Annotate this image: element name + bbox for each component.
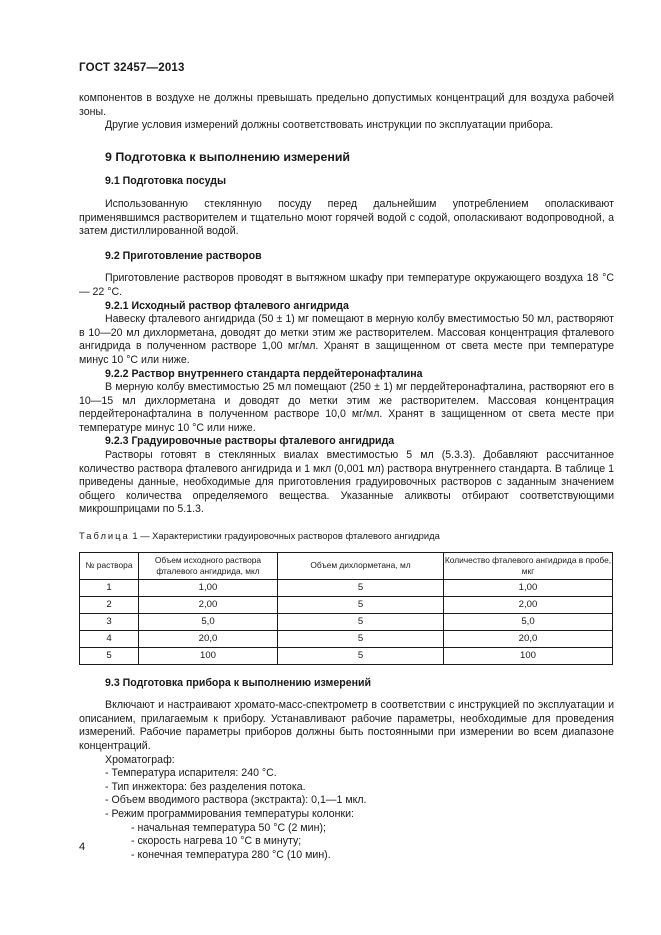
table-cell: 5 [278,579,444,596]
table-cell: 3 [80,613,139,630]
section-9-2-1-text: Навеску фталевого ангидрида (50 ± 1) мг помещают в мерную колбу вместимостью 50 мл, растворяют в 10—20 мл дихлорметана, доводят до метки этим же растворителем. Массовая концентрация фталевого ангидрида в полученном растворе 1,00 мг/мл. Хранят в защищенном от света месте при температуре минус 10 °С или ниже. [79,313,614,366]
table-cell: 4 [80,630,139,647]
table-header-cell: Количество фталевого ангидрида в пробе, мкг [444,552,613,579]
table-caption-text: 1 — Характеристики градуировочных растворов фталевого ангидрида [132,530,440,542]
section-9-2-1-title: 9.2.1 Исходный раствор фталевого ангидрида [105,299,349,312]
section-9-2-3-title: 9.2.3 Градуировочные растворы фталевого ангидрида [105,435,395,448]
section-9-1-text: Использованную стеклянную посуду перед дальнейшим употреблением ополаскивают применявшимся растворителем и тщательно моют горячей водой с содой, ополаскивают водопроводной, а затем дистиллированной водой. [79,197,614,238]
table-row [80,579,613,596]
table-cell: 2,00 [139,596,278,613]
section-9-2-text: Приготовление растворов проводят в вытяжном шкафу при температуре окружающего воздуха 18 °С — 22 °С. [79,272,614,298]
intro-paragraph-2: Другие условия измерений должны соответствовать инструкции по эксплуатации прибора. [105,119,554,132]
table-header-row [80,552,613,579]
section-9-3-text: Включают и настраивают хромато-масс-спектрометр в соответствии с инструкцией по эксплуатации и описанием, прилагаемым к прибору. Устанавливают рабочие параметры, необходимые для проведения измерений. Рабочие параметры приборов должны быть постоянными при измерении во всем диапазоне концентраций. [79,699,614,752]
calibration-table [79,552,613,665]
page-content [79,92,614,862]
table-cell: 2,00 [444,596,613,613]
table-caption-label: Таблица [79,530,130,542]
table-cell: 20,0 [444,630,613,647]
sub-list-item: - скорость нагрева 10 °С в минуту; [131,835,302,848]
list-item: - Температура испарителя: 240 °С. [105,767,277,780]
chromatograph-label: Хроматограф: [105,753,175,766]
page-number: 4 [79,841,86,853]
list-item: - Объем вводимого раствора (экстракта): 0,1—1 мкл. [105,794,367,807]
list-item: - Тип инжектора: без разделения потока. [105,780,306,793]
list-item: - Режим программирования температуры колонки: [105,807,354,820]
table-cell: 5 [278,647,444,664]
section-9-1-title: 9.1 Подготовка посуды [105,175,227,188]
table-row [80,630,613,647]
section-9-2-2-title: 9.2.2 Раствор внутреннего стандарта пердейтеронафталина [105,367,423,380]
table-row [80,647,613,664]
sub-list-item: - начальная температура 50 °С (2 мин); [131,821,326,834]
section-9-2-3-text: Растворы готовят в стеклянных виалах вместимостью 5 мл (5.3.3). Добавляют рассчитанное количество раствора фталевого ангидрида и 1 мкл (0,001 мл) раствора внутреннего стандарта. В таблице 1 приведены данные, необходимые для приготовления градуировочных растворов с заданным значением общего количества определяемого вещества. Указанные аликвоты отбирают соответствующими микрошприцами по 5.1.3. [79,449,614,516]
section-9-3-title: 9.3 Подготовка прибора к выполнению измерений [105,676,372,689]
section-9-2-title: 9.2 Приготовление растворов [105,249,262,262]
table-cell: 20,0 [139,630,278,647]
table-header-cell: № раствора [80,552,139,579]
table-cell: 5 [278,613,444,630]
sub-list-item: - конечная температура 280 °С (10 мин). [131,848,331,861]
standard-code: ГОСТ 32457—2013 [79,62,185,74]
table-row [80,613,613,630]
table-cell: 2 [80,596,139,613]
section-9-2-2-text: В мерную колбу вместимостью 25 мл помещают (250 ± 1) мг пердейтеронафталина, растворяют его в 10—15 мл дихлорметана и доводят до метки этим же растворителем. Массовая концентрация пердейтеронафталина в полученном растворе 10,0 мг/мл. Хранят в защищенном от света месте при температуре минус 10 °С или ниже. [79,381,614,434]
section-9-title: 9 Подготовка к выполнению измерений [105,149,351,164]
intro-paragraph: компонентов в воздухе не должны превышать предельно допустимых концентраций для воздуха рабочей зоны. [79,92,614,118]
table-cell: 5 [278,630,444,647]
table-cell: 5 [80,647,139,664]
table-header-cell: Объем исходного раствора фталевого ангидрида, мкл [139,552,278,579]
table-cell: 5 [278,596,444,613]
table-cell: 100 [444,647,613,664]
table-cell: 1,00 [444,579,613,596]
table-cell: 5,0 [444,613,613,630]
table-cell: 1 [80,579,139,596]
table-cell: 1,00 [139,579,278,596]
table-cell: 100 [139,647,278,664]
table-cell: 5,0 [139,613,278,630]
table-row [80,596,613,613]
table-caption [79,529,614,543]
table-header-cell: Объем дихлорметана, мл [278,552,444,579]
